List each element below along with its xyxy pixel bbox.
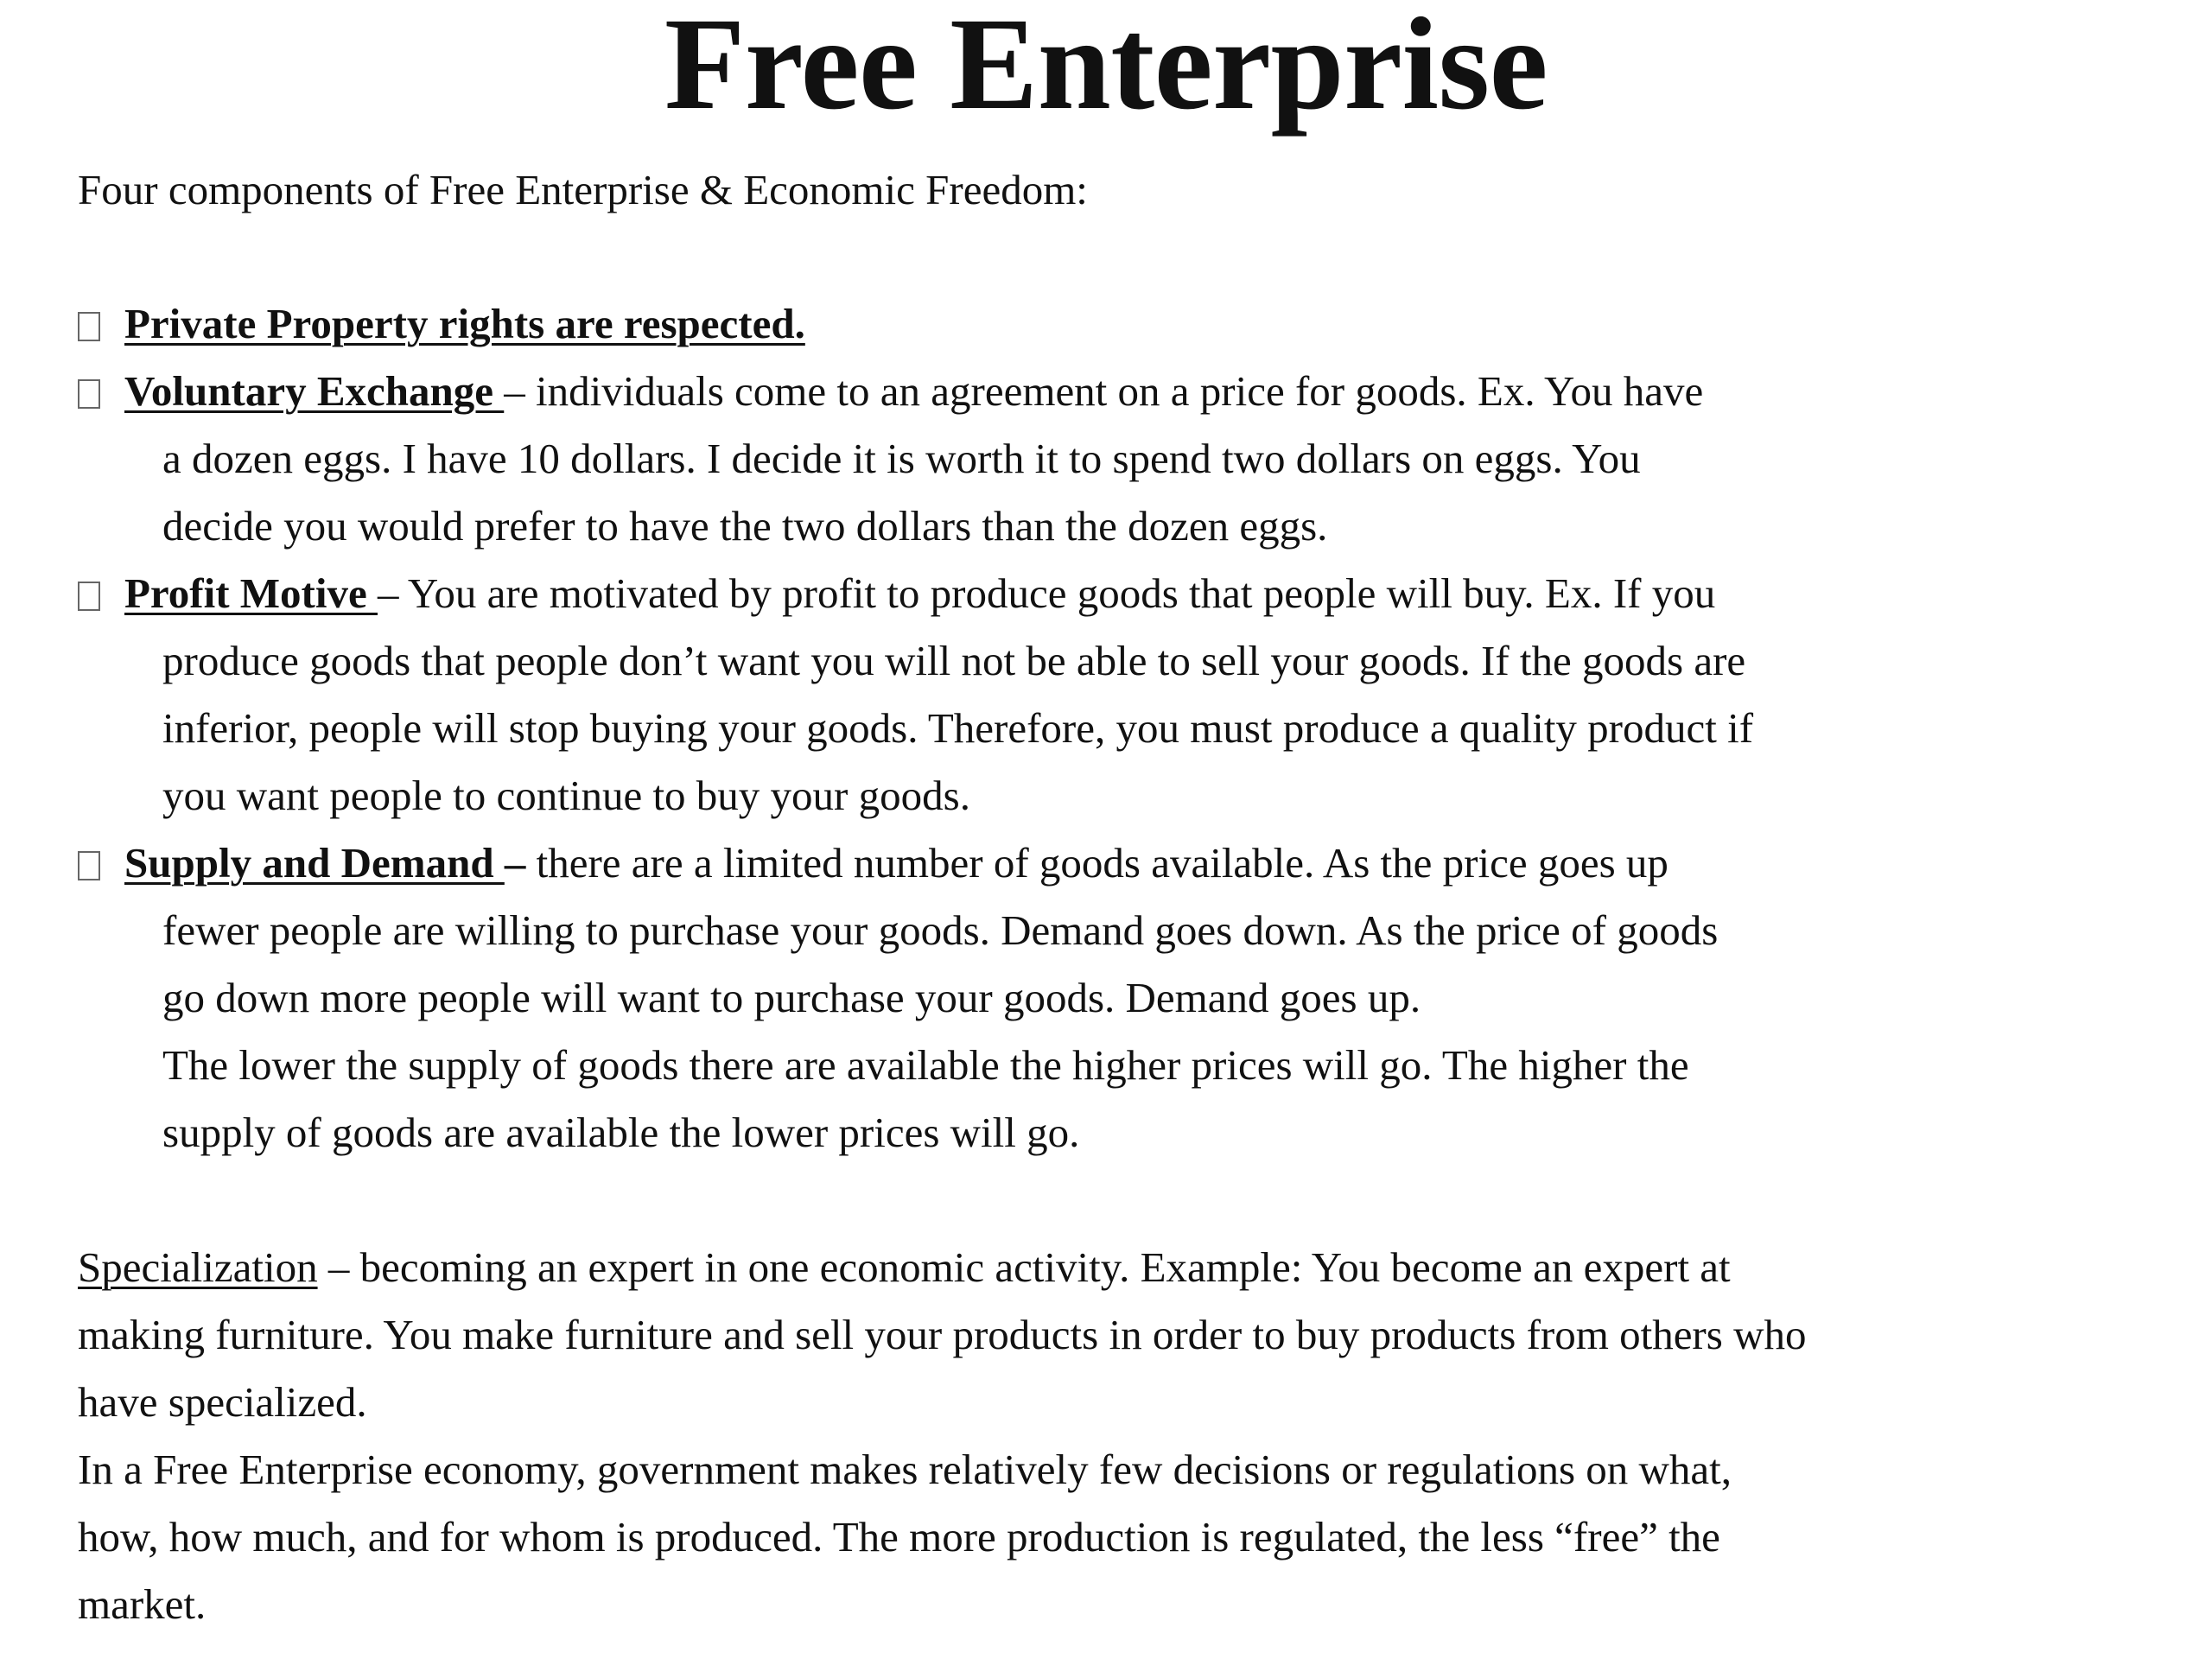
component-description: there are a limited number of goods available. As the price goes up [525, 839, 1669, 887]
specialization-description: – becoming an expert in one economic activity. Example: You become an expert at [317, 1243, 1731, 1291]
component-term: Profit Motive [124, 569, 378, 617]
component-description-line: fewer people are willing to purchase your goods. Demand goes down. As the price of goods [162, 906, 1719, 954]
intro-text: Four components of Free Enterprise & Economic Freedom: [78, 166, 1088, 213]
checkbox-icon[interactable] [78, 582, 100, 611]
component-profit-motive [78, 568, 1715, 620]
specialization-line: have specialized. [78, 1378, 367, 1426]
component-description-line: go down more people will want to purchase your goods. Demand goes up. [162, 974, 1421, 1021]
component-dash: – [504, 839, 526, 887]
component-description-line: a dozen eggs. I have 10 dollars. I decide it is worth it to spend two dollars on eggs. You [162, 435, 1641, 482]
component-description: – individuals come to an agreement on a price for goods. Ex. You have [504, 367, 1704, 415]
component-supply-and-demand [78, 837, 1669, 889]
component-description: – You are motivated by profit to produce goods that people will buy. Ex. If you [377, 569, 1716, 617]
component-description-line: supply of goods are available the lower prices will go. [162, 1109, 1080, 1156]
component-description-line: decide you would prefer to have the two dollars than the dozen eggs. [162, 502, 1328, 550]
checkbox-icon[interactable] [78, 379, 100, 409]
component-description-line: inferior, people will stop buying your goods. Therefore, you must produce a quality product if [162, 704, 1754, 752]
page-title: Free Enterprise [664, 0, 1548, 137]
closing-line: market. [78, 1580, 207, 1628]
checkbox-icon[interactable] [78, 312, 100, 341]
component-description-line: you want people to continue to buy your goods. [162, 772, 970, 819]
specialization-line: making furniture. You make furniture and sell your products in order to buy products from others who [78, 1311, 1807, 1358]
checkbox-icon[interactable] [78, 851, 100, 880]
closing-line: In a Free Enterprise economy, government makes relatively few decisions or regulations on what, [78, 1446, 1732, 1493]
specialization-paragraph [78, 1242, 1731, 1294]
closing-line: how, how much, and for whom is produced. The more production is regulated, the less “free” the [78, 1513, 1720, 1560]
component-description-line: produce goods that people don’t want you will not be able to sell your goods. If the goods are [162, 637, 1746, 684]
component-private-property [78, 298, 805, 350]
component-description-line: The lower the supply of goods there are available the higher prices will go. The higher the [162, 1041, 1689, 1089]
component-voluntary-exchange [78, 365, 1703, 417]
component-term: Supply and Demand [124, 839, 505, 887]
component-term: Voluntary Exchange [124, 367, 505, 415]
specialization-term: Specialization [78, 1243, 318, 1291]
component-term: Private Property rights are respected. [124, 300, 805, 347]
